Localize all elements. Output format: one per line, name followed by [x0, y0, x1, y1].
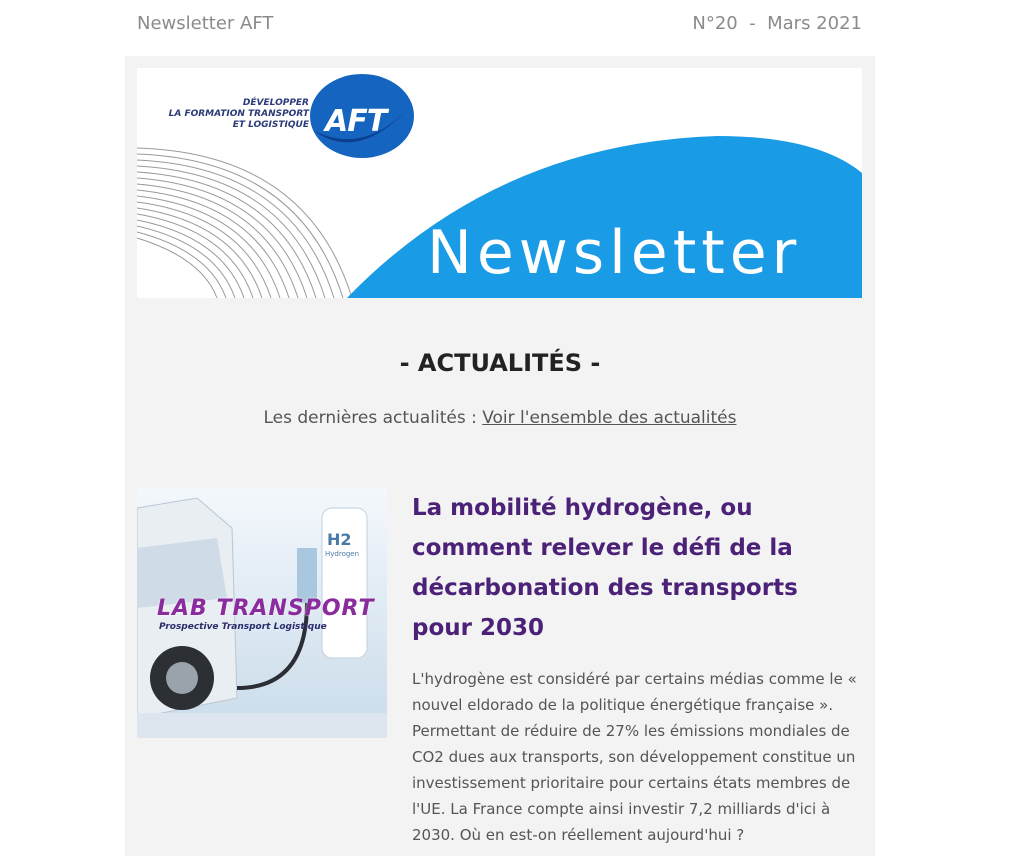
intro-text: Les dernières actualités :	[263, 408, 483, 428]
brand-tagline	[137, 98, 309, 131]
hydrogen-label: Hydrogen	[325, 550, 360, 558]
section-title: - ACTUALITÉS -	[399, 349, 601, 377]
lab-transport-label: LAB TRANSPORT	[157, 596, 375, 621]
brand-line-1: DÉVELOPPER	[242, 98, 309, 108]
brand-line-3: ET LOGISTIQUE	[232, 120, 309, 130]
brand-line-2: LA FORMATION TRANSPORT	[168, 109, 309, 119]
newsletter-banner	[137, 68, 862, 298]
newsletter-body	[125, 56, 875, 856]
lab-transport-sublabel: Prospective Transport Logistique	[159, 622, 327, 632]
h2-badge: H2	[327, 530, 352, 549]
article-image[interactable]	[137, 488, 387, 738]
aft-logo-text: AFT	[325, 104, 387, 139]
banner-title: Newsletter	[427, 218, 802, 288]
email-header	[0, 0, 1013, 52]
section-intro	[125, 408, 875, 428]
all-news-link[interactable]: Voir l'ensemble des actualités	[482, 408, 737, 428]
newsletter-label: Newsletter AFT	[137, 13, 274, 34]
article-summary: L'hydrogène est considéré par certains médias comme le « nouvel eldorado de la politique énergétique française ». Permettant de réduire de 27% les émissions mondiales de CO2 dues aux transports, son développement constitue un investissement prioritaire pour certains états membres de l'UE. La France compte ainsi investir 7,2 milliards d'ici à 2030. Où en est-on réellement aujourd'hui ?	[412, 670, 857, 844]
issue-label: N°20 - Mars 2021	[692, 13, 862, 34]
article-title[interactable]: La mobilité hydrogène, ou comment relever le défi de la décarbonation des transports pour 2030	[412, 495, 798, 641]
decorative-arcs	[137, 148, 352, 298]
